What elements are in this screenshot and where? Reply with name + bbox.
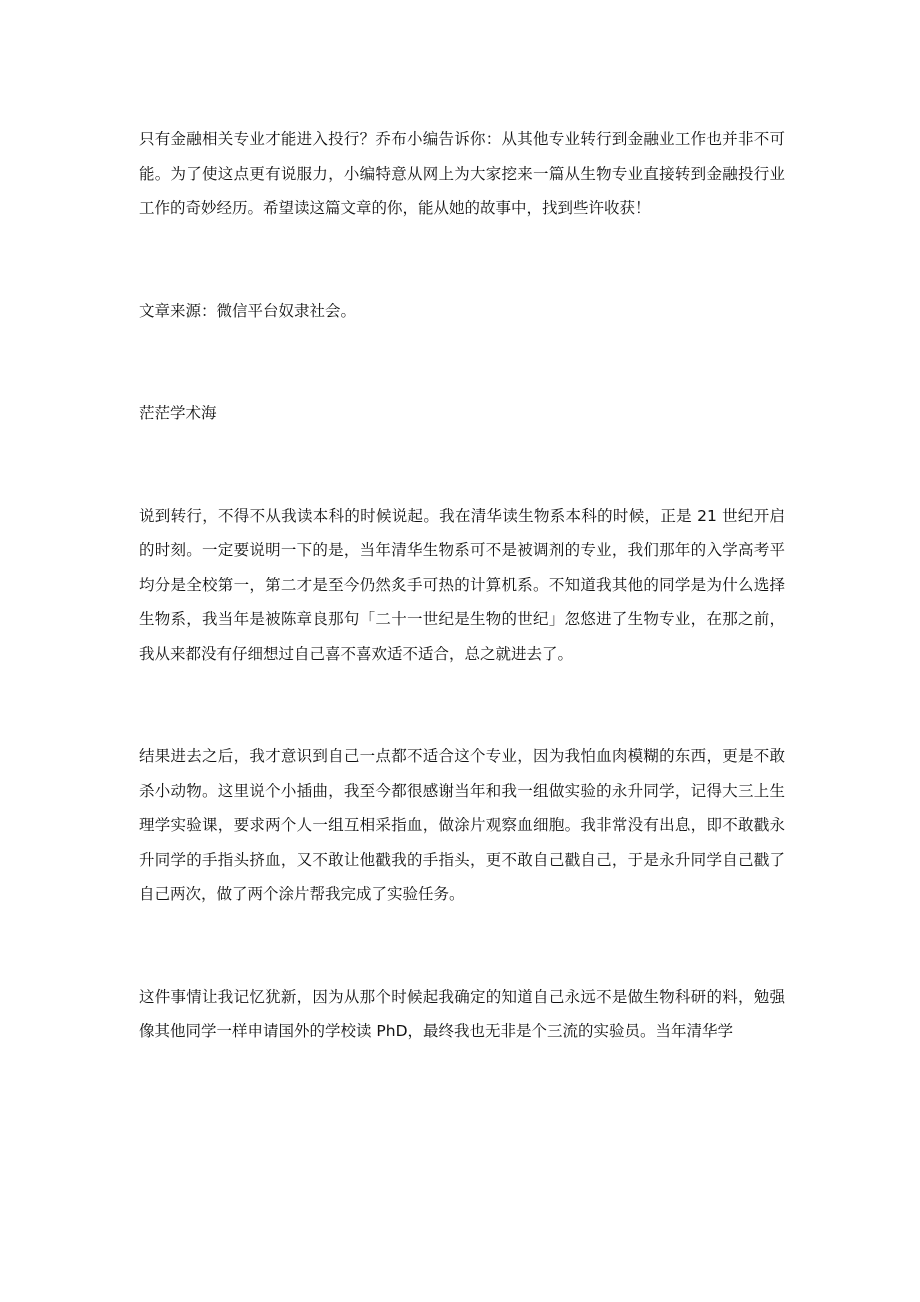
intro-paragraph: 只有金融相关专业才能进入投行？乔布小编告诉你：从其他专业转行到金融业工作也并非不可能。为了使这点更有说服力，小编特意从网上为大家挖来一篇从生物专业直接转到金融投行业工作的奇妙经历。希望读这篇文章的你，能从她的故事中，找到些许收获！: [139, 130, 785, 217]
body-paragraph: 结果进去之后，我才意识到自己一点都不适合这个专业，因为我怕血肉模糊的东西，更是不敢杀小动物。这里说个小插曲，我至今都很感谢当年和我一组做实验的永升同学，记得大三上生理学实验课，要求两个人一组互相采指血，做涂片观察血细胞。我非常没有出息，即不敢戳永升同学的手指头挤血，又不敢让他戳我的手指头，更不敢自己戳自己，于是永升同学自己戳了自己两次，做了两个涂片帮我完成了实验任务。: [139, 747, 785, 903]
body-paragraph: 说到转行，不得不从我读本科的时候说起。我在清华读生物系本科的时候，正是 21 世纪开启的时刻。一定要说明一下的是，当年清华生物系可不是被调剂的专业，我们那年的入学高考平均分是全校第一，第二才是至今仍然炙手可热的计算机系。不知道我其他的同学是为什么选择生物系，我当年是被陈章良那句「二十一世纪是生物的世纪」忽悠进了生物专业，在那之前，我从来都没有仔细想过自己喜不喜欢适不适合，总之就进去了。: [139, 506, 785, 663]
section-heading: 茫茫学术海: [139, 404, 217, 422]
article-body: [139, 122, 785, 1049]
source-line: 文章来源：微信平台奴隶社会。: [139, 301, 357, 320]
body-paragraph: 这件事情让我记忆犹新，因为从那个时候起我确定的知道自己永远不是做生物科研的料，勉强像其他同学一样申请国外的学校读 PhD，最终我也无非是个三流的实验员。当年清华学: [139, 987, 785, 1040]
